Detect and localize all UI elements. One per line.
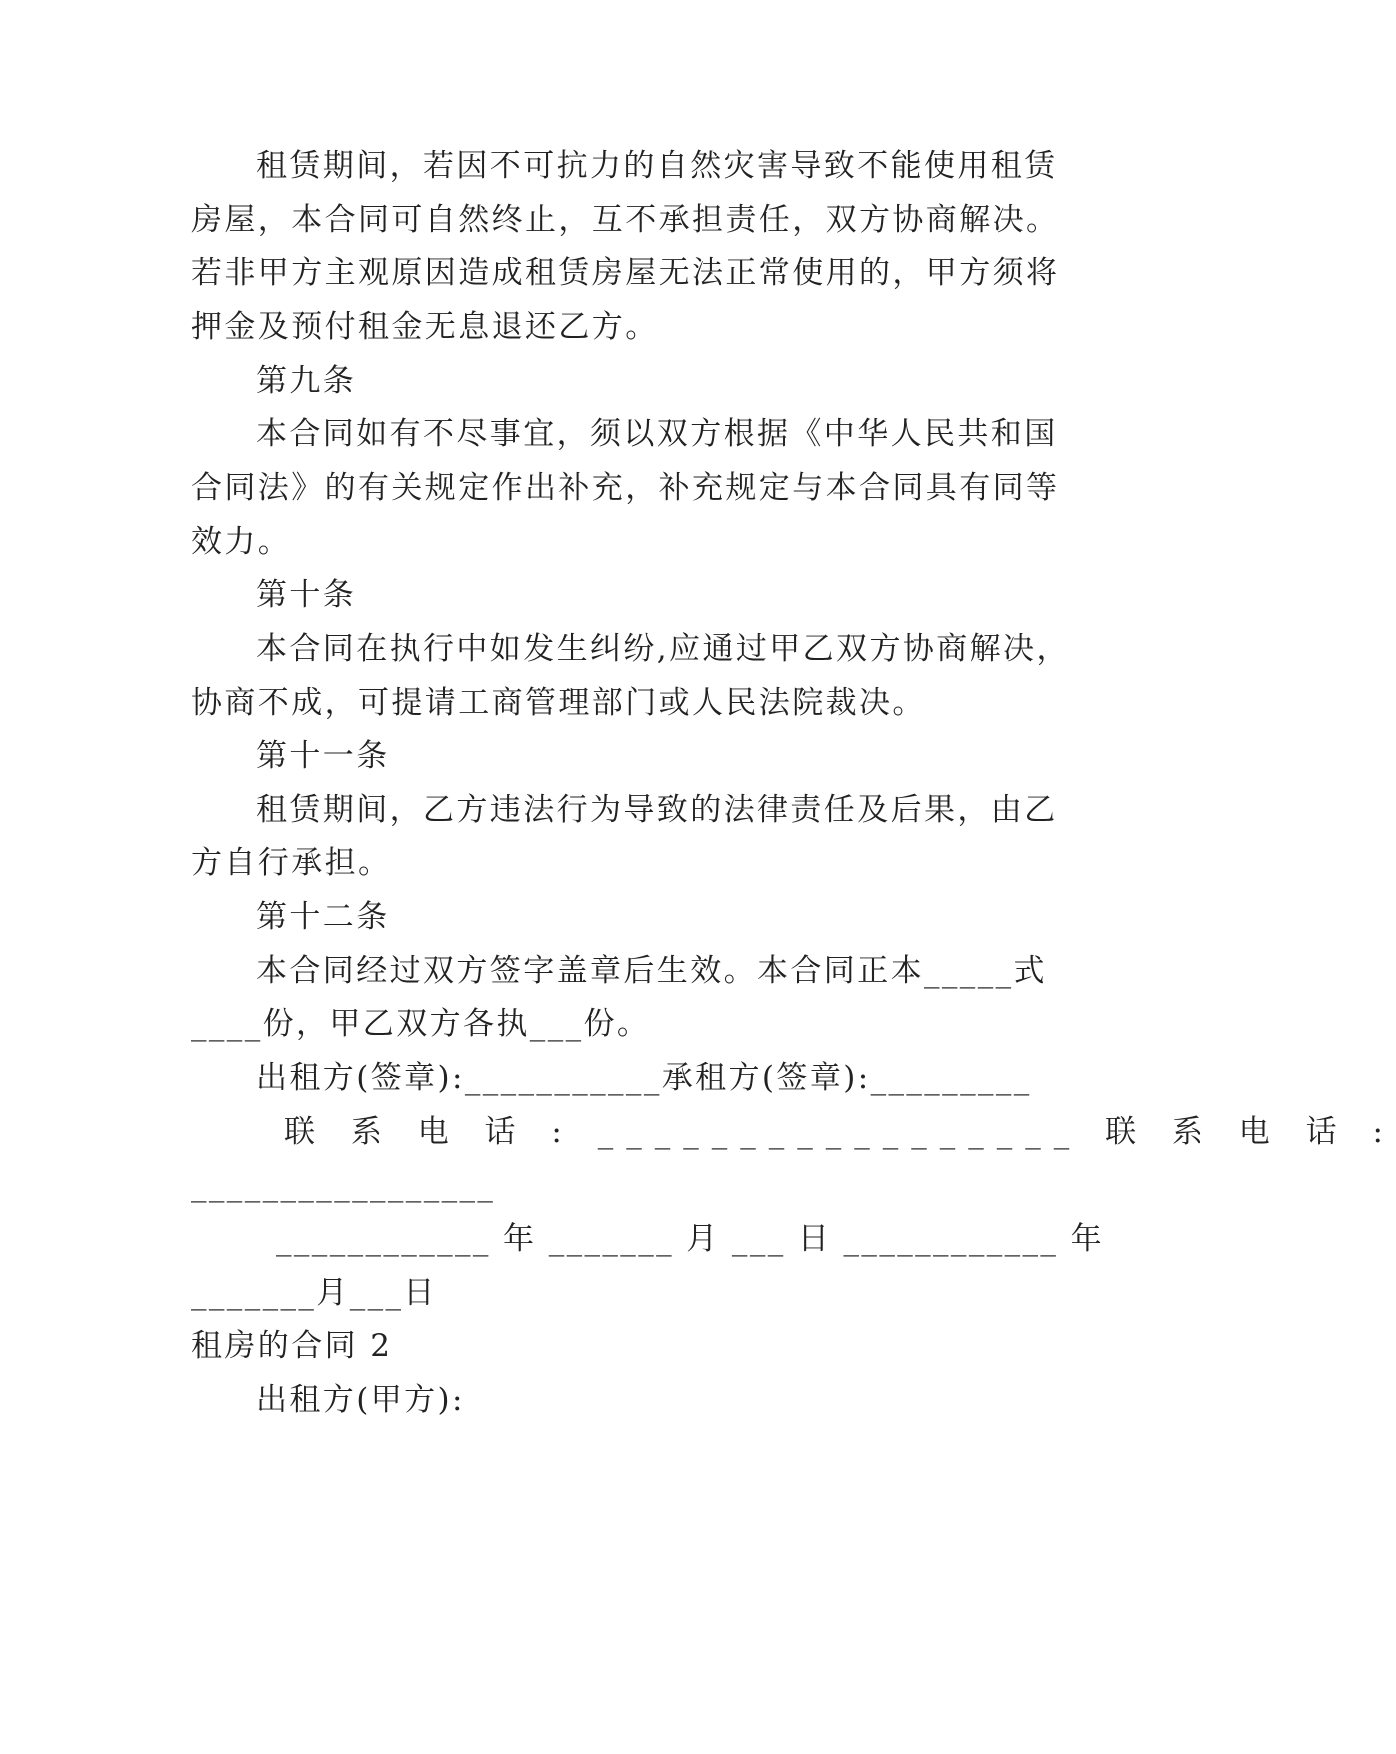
article-11-heading: 第十一条 [256, 738, 390, 774]
force-majeure-line-1: 租赁期间，若因不可抗力的自然灾害导致不能使用租赁 [256, 148, 1058, 184]
force-majeure-line-3: 若非甲方主观原因造成租赁房屋无法正常使用的，甲方须将 [191, 255, 1060, 291]
article-10-line-1: 本合同在执行中如发生纠纷,应通过甲乙双方协商解决， [256, 631, 1070, 667]
date-line-continued: _______月___日 [191, 1275, 437, 1311]
article-11-line-2: 方自行承担。 [191, 845, 392, 881]
article-12-line-1: 本合同经过双方签字盖章后生效。本合同正本_____式 [256, 953, 1047, 989]
date-line: ____________ 年 _______ 月 ___ 日 ____________ 年 [276, 1221, 1104, 1257]
contract-2-title: 租房的合同 2 [191, 1328, 393, 1364]
contract-2-lessor: 出租方(甲方): [256, 1382, 465, 1418]
article-9-heading: 第九条 [256, 363, 357, 399]
article-9-line-1: 本合同如有不尽事宜，须以双方根据《中华人民共和国 [256, 416, 1058, 452]
article-12-line-2: ____份，甲乙双方各执___份。 [191, 1006, 651, 1042]
phone-underline: _________________ [191, 1167, 496, 1203]
article-9-line-3: 效力。 [191, 524, 292, 560]
signature-line: 出租方(签章):___________承租方(签章):_________ [256, 1060, 1032, 1096]
article-12-heading: 第十二条 [256, 899, 390, 935]
article-9-line-2: 合同法》的有关规定作出补充，补充规定与本合同具有同等 [191, 470, 1060, 506]
phone-line: 联 系 电 话 : _________________ 联 系 电 话 : [284, 1114, 1396, 1150]
force-majeure-line-2: 房屋，本合同可自然终止，互不承担责任，双方协商解决。 [191, 202, 1060, 238]
force-majeure-line-4: 押金及预付租金无息退还乙方。 [191, 309, 659, 345]
article-10-heading: 第十条 [256, 577, 357, 613]
article-11-line-1: 租赁期间，乙方违法行为导致的法律责任及后果，由乙 [256, 792, 1058, 828]
article-10-line-2: 协商不成，可提请工商管理部门或人民法院裁决。 [191, 685, 926, 721]
